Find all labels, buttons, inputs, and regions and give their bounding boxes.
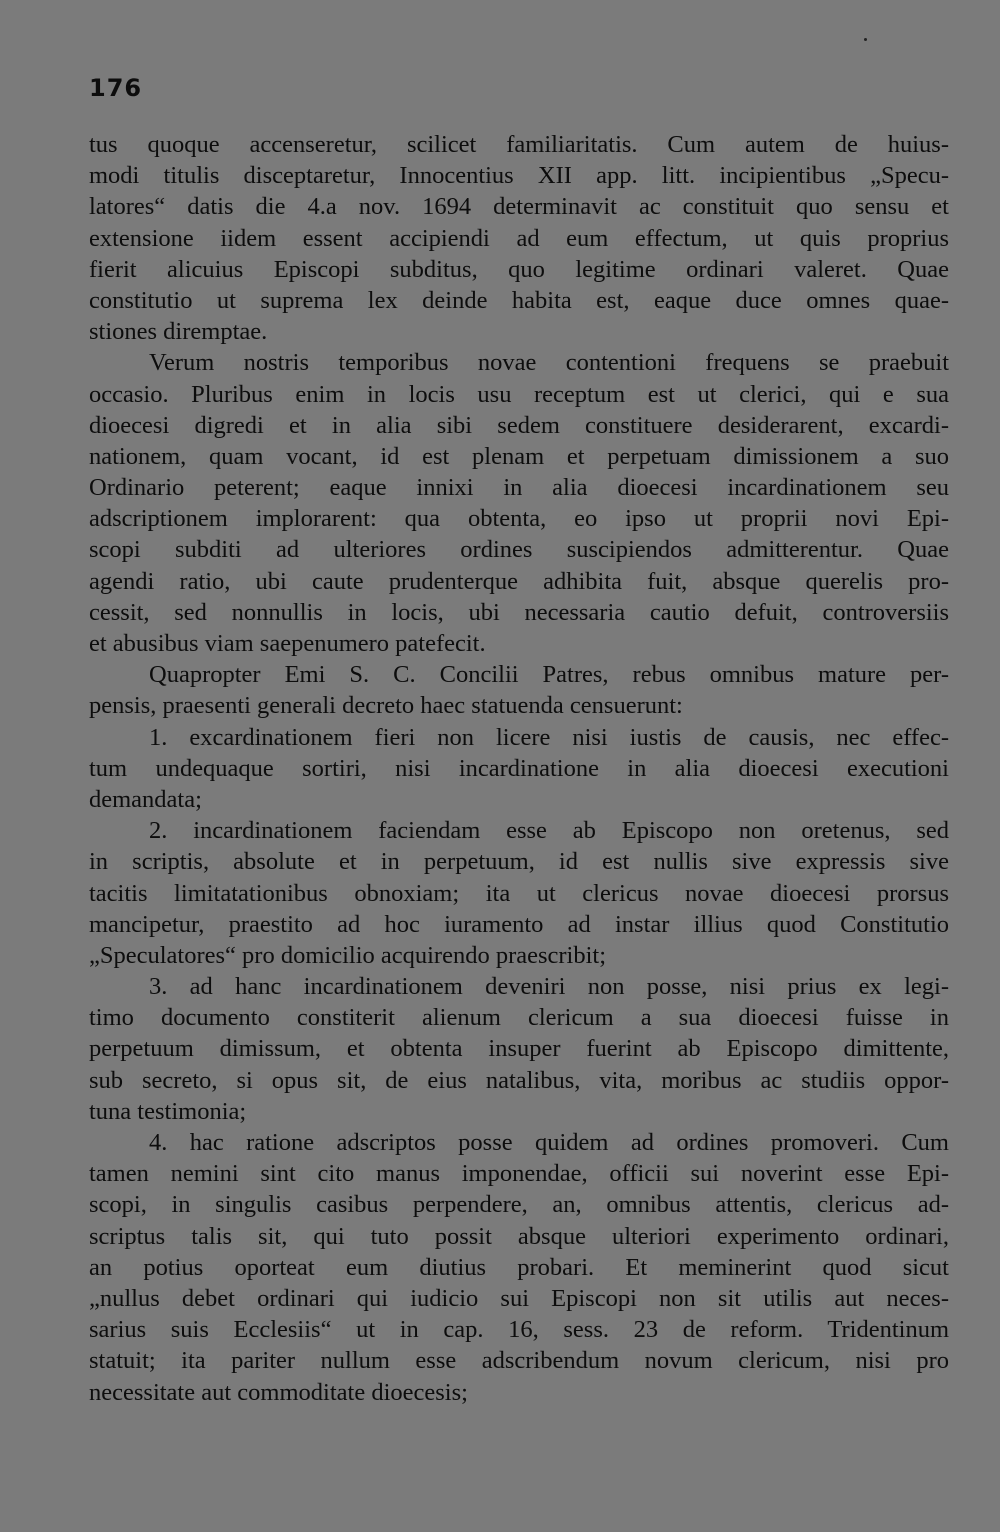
text-line: et abusibus viam saepenumero patefecit. [89, 630, 486, 657]
body-text [89, 129, 949, 1408]
text-line: modi titulis disceptaretur, Innocentius XII app. litt. incipientibus „Specu- [89, 162, 949, 190]
text-line: tum undequaque sortiri, nisi incardinatione in alia dioecesi executioni [89, 754, 949, 782]
text-line: tamen nemini sint cito manus imponendae, officii sui noverint esse Epi- [89, 1160, 949, 1188]
text-line: „nullus debet ordinari qui iudicio sui Episcopi non sit utilis aut neces- [89, 1284, 949, 1312]
text-line: Ordinario peterent; eaque innixi in alia dioecesi incardinationem seu [89, 474, 949, 502]
text-line: dioecesi digredi et in alia sibi sedem constituere desiderarent, excardi- [89, 411, 949, 439]
text-line: tus quoque accenseretur, scilicet familiaritatis. Cum autem de huius- [89, 131, 949, 158]
text-line: mancipetur, praestito ad hoc iuramento ad instar illius quod Constitutio [89, 910, 949, 938]
text-line: statuit; ita pariter nullum esse adscribendum novum clericum, nisi pro [89, 1347, 949, 1375]
text-line: fierit alicuius Episcopi subditus, quo legitime ordinari valeret. Quae [89, 255, 949, 283]
text-line: necessitate aut commoditate dioecesis; [89, 1378, 468, 1406]
text-line: occasio. Pluribus enim in locis usu receptum est ut clerici, qui e sua [89, 380, 949, 408]
text-line: scopi subditi ad ulteriores ordines suscipiendos admitterentur. Quae [89, 536, 949, 564]
page-number: 176 [89, 74, 143, 102]
speck [864, 38, 867, 41]
text-line: Quapropter Emi S. C. Concilii Patres, rebus omnibus mature per- [149, 661, 949, 689]
text-line: nationem, quam vocant, id est plenam et perpetuam dimissionem a suo [89, 442, 949, 470]
text-line: tacitis limitatationibus obnoxiam; ita ut clericus novae dioecesi prorsus [89, 879, 949, 907]
text-line: scriptus talis sit, qui tuto possit absque ulteriori experimento ordinari, [89, 1222, 949, 1250]
text-line: in scriptis, absolute et in perpetuum, id est nullis sive expressis sive [89, 848, 949, 876]
text-line: scopi, in singulis casibus perpendere, an, omnibus attentis, clericus ad- [89, 1191, 949, 1219]
text-line: 1. excardinationem fieri non licere nisi iustis de causis, nec effec- [149, 723, 949, 751]
text-line: an potius oporteat eum diutius probari. Et meminerint quod sicut [89, 1253, 949, 1281]
text-line: sarius suis Ecclesiis“ ut in cap. 16, sess. 23 de reform. Tridentinum [89, 1316, 949, 1344]
text-line: tuna testimonia; [89, 1097, 247, 1125]
text-line: extensione iidem essent accipiendi ad eum effectum, ut quis proprius [89, 224, 949, 252]
text-line: pensis, praesenti generali decreto haec statuenda censuerunt: [89, 692, 683, 720]
text-line: sub secreto, si opus sit, de eius natalibus, vita, moribus ac studiis oppor- [89, 1066, 949, 1094]
text-line: 4. hac ratione adscriptos posse quidem ad ordines promoveri. Cum [149, 1129, 949, 1156]
text-line: constitutio ut suprema lex deinde habita est, eaque duce omnes quae- [89, 286, 949, 314]
text-line: agendi ratio, ubi caute prudenterque adhibita fuit, absque querelis pro- [89, 567, 949, 595]
text-line: demandata; [89, 785, 202, 813]
text-line: Verum nostris temporibus novae contentioni frequens se praebuit [149, 349, 949, 377]
text-line: adscriptionem implorarent: qua obtenta, eo ipso ut proprii novi Epi- [89, 505, 949, 533]
text-line: perpetuum dimissum, et obtenta insuper fuerint ab Episcopo dimittente, [89, 1035, 949, 1063]
text-line: cessit, sed nonnullis in locis, ubi necessaria cautio defuit, controversiis [89, 598, 949, 626]
text-line: „Speculatores“ pro domicilio acquirendo praescribit; [89, 941, 607, 969]
text-line: latores“ datis die 4.a nov. 1694 determinavit ac constituit quo sensu et [89, 193, 949, 221]
text-line: stiones diremptae. [89, 318, 268, 346]
text-line: 3. ad hanc incardinationem deveniri non posse, nisi prius ex legi- [149, 973, 949, 1001]
text-line: timo documento constiterit alienum clericum a sua dioecesi fuisse in [89, 1004, 949, 1032]
text-line: 2. incardinationem faciendam esse ab Episcopo non oretenus, sed [149, 817, 949, 845]
